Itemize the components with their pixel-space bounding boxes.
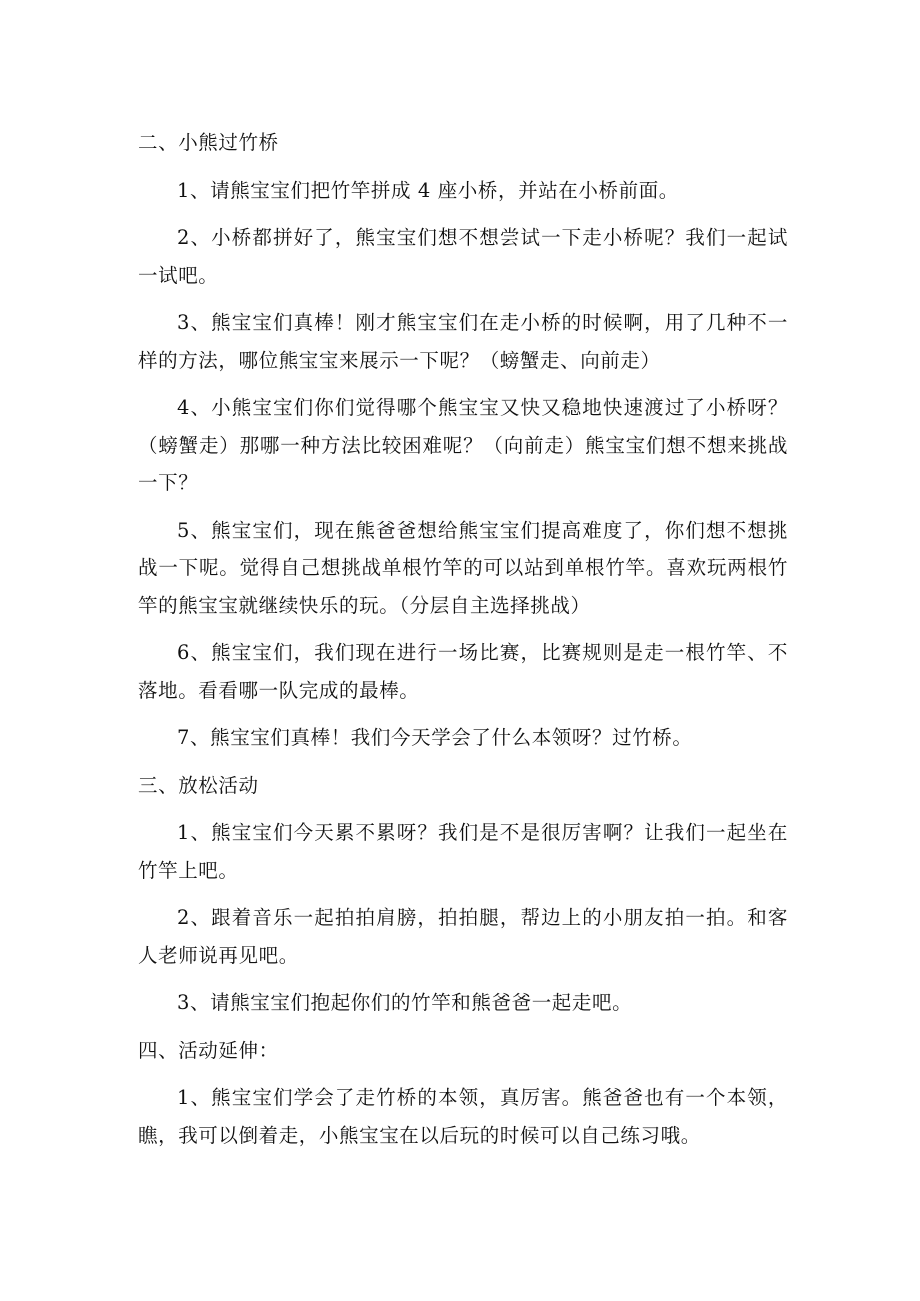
paragraph: 3、请熊宝宝们抱起你们的竹竿和熊爸爸一起走吧。 <box>177 991 633 1014</box>
document-body <box>138 124 788 1164</box>
section-heading: 三、放松活动 <box>138 773 259 797</box>
paragraph: 7、熊宝宝们真棒！我们今天学会了什么本领呀？过竹桥。 <box>177 726 693 749</box>
paragraph: 1、熊宝宝们今天累不累呀？我们是不是很厉害啊？让我们一起坐在竹竿上吧。 <box>138 821 788 882</box>
paragraph: 6、熊宝宝们，我们现在进行一场比赛，比赛规则是走一根竹竿、不落地。看看哪一队完成的最棒。 <box>138 641 788 702</box>
paragraph: 3、熊宝宝们真棒！刚才熊宝宝们在走小桥的时候啊，用了几种不一样的方法，哪位熊宝宝来展示一下呢？（螃蟹走、向前走） <box>138 311 788 372</box>
paragraph: 1、请熊宝宝们把竹竿拼成 4 座小桥，并站在小桥前面。 <box>177 178 679 202</box>
section-activity-extension <box>138 1032 788 1155</box>
paragraph: 2、小桥都拼好了，熊宝宝们想不想尝试一下走小桥呢？我们一起试一试吧。 <box>138 226 788 287</box>
section-relax-activity <box>138 767 788 1022</box>
section-heading: 二、小熊过竹桥 <box>138 131 279 154</box>
section-bamboo-bridge <box>138 124 788 757</box>
paragraph: 2、跟着音乐一起拍拍肩膀，拍拍腿，帮边上的小朋友拍一拍。和客人老师说再见吧。 <box>138 906 788 967</box>
paragraph: 5、熊宝宝们，现在熊爸爸想给熊宝宝们提高难度了，你们想不想挑战一下呢。觉得自己想挑战单根竹竿的可以站到单根竹竿。喜欢玩两根竹竿的熊宝宝就继续快乐的玩。（分层自主选择挑战） <box>138 518 788 617</box>
paragraph: 4、小熊宝宝们你们觉得哪个熊宝宝又快又稳地快速渡过了小桥呀？（螃蟹走）那哪一种方法比较困难呢？（向前走）熊宝宝们想不想来挑战一下？ <box>138 396 788 494</box>
section-heading: 四、活动延伸： <box>138 1038 279 1062</box>
paragraph: 1、熊宝宝们学会了走竹桥的本领，真厉害。熊爸爸也有一个本领，瞧，我可以倒着走，小熊宝宝在以后玩的时候可以自己练习哦。 <box>138 1086 788 1147</box>
